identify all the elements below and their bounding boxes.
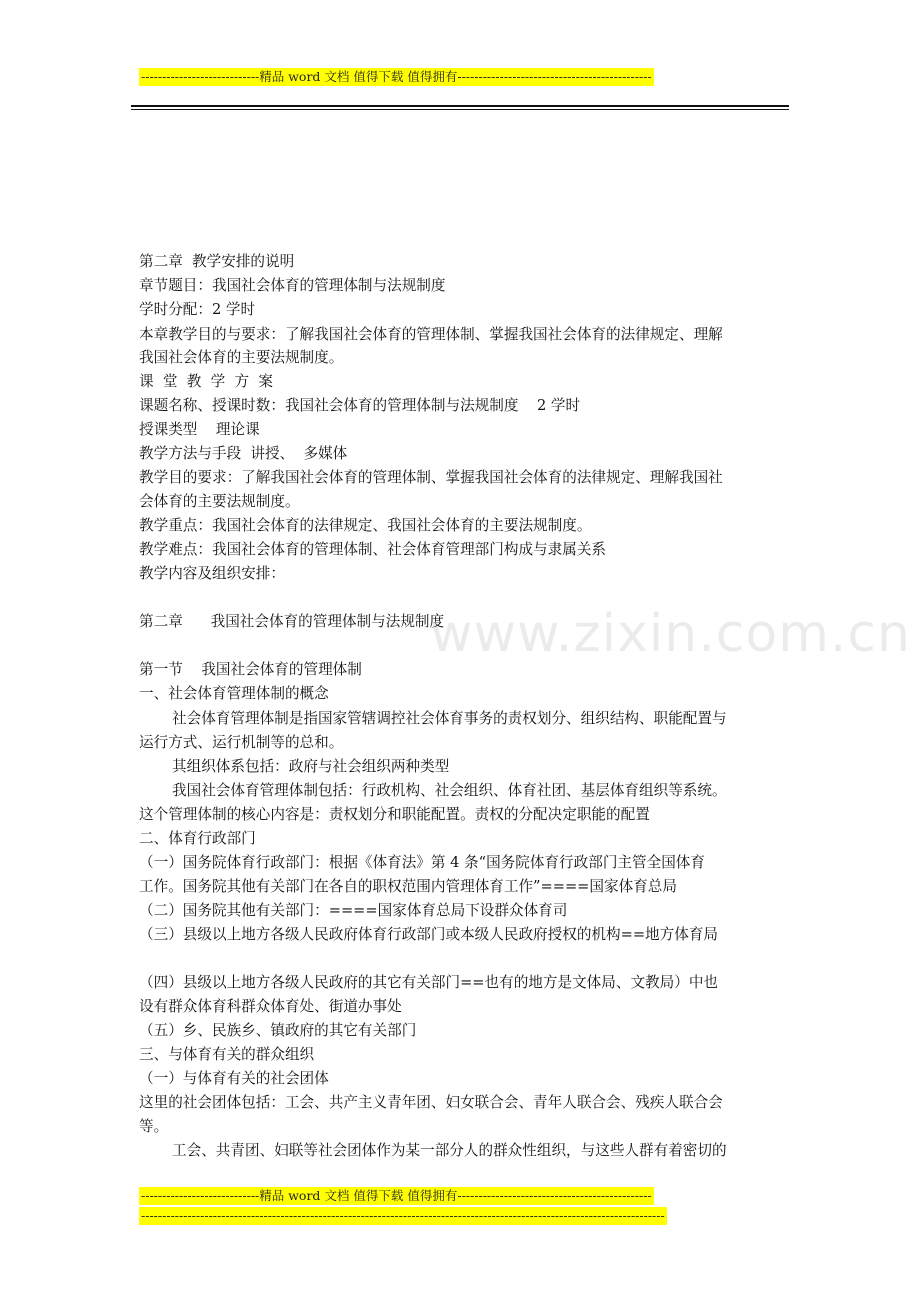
header-banner: ----------------------------精品 word 文档 值得下载 值得拥有---------------------------------------------- (141, 69, 652, 84)
difficult-points: 教学难点：我国社会体育的管理体制、社会体育管理部门构成与隶属关系 (139, 541, 607, 558)
section-1-title: 第一节 我国社会体育的管理体制 (139, 661, 362, 678)
lesson-type: 授课类型 理论课 (139, 421, 260, 438)
requirements-line-2: 会体育的主要法规制度。 (139, 493, 300, 510)
topic-line: 课题名称、授课时数：我国社会体育的管理体制与法规制度 2 学时 (139, 397, 581, 414)
paragraph-unions: 工会、共青团、妇联等社会团体作为某一部分人的群众性组织，与这些人群有着密切的 (172, 1142, 727, 1159)
item-1-line-2: 工作。国务院其他有关部门在各自的职权范围内管理体育工作”====国家体育总局 (139, 878, 677, 895)
goals-line-1: 本章教学目的与要求：了解我国社会体育的管理体制、掌握我国社会体育的法律规定、理解 (139, 326, 723, 343)
hours: 学时分配：2 学时 (139, 301, 256, 318)
chapter-heading: 第二章 教学安排的说明 (139, 253, 295, 270)
subheading-social-groups: （一）与体育有关的社会团体 (139, 1070, 329, 1087)
item-4-line-2: 设有群众体育科群众体育处、街道办事处 (139, 998, 402, 1015)
lesson-plan-heading: 课 堂 教 学 方 案 (139, 373, 273, 390)
paragraph-definition-2: 运行方式、运行机制等的总和。 (139, 734, 344, 751)
heading-1: 一、社会体育管理体制的概念 (139, 685, 329, 702)
paragraph-groups-2: 等。 (139, 1118, 169, 1135)
content-arrangement: 教学内容及组织安排： (139, 565, 285, 582)
heading-2: 二、体育行政部门 (139, 830, 256, 847)
item-5: （五）乡、民族乡、镇政府的其它有关部门 (139, 1022, 417, 1039)
item-4-line-1: （四）县级以上地方各级人民政府的其它有关部门==也有的地方是文体局、文教局）中也 (139, 974, 719, 991)
watermark: www.zixin.com.cn (430, 604, 911, 664)
footer-dash-line: ---------------------------------------------------------------------------------------------------------------------------- (141, 1208, 665, 1223)
requirements-line-1: 教学目的要求：了解我国社会体育的管理体制、掌握我国社会体育的法律规定、理解我国社 (139, 469, 723, 486)
item-1-line-1: （一）国务院体育行政部门：根据《体育法》第 4 条“国务院体育行政部门主管全国体育 (139, 854, 705, 871)
key-points: 教学重点：我国社会体育的法律规定、我国社会体育的主要法规制度。 (139, 517, 592, 534)
heading-3: 三、与体育有关的群众组织 (139, 1046, 315, 1063)
paragraph-core: 这个管理体制的核心内容是：责权划分和职能配置。责权的分配决定职能的配置 (139, 806, 650, 823)
goals-line-2: 我国社会体育的主要法规制度。 (139, 349, 344, 366)
item-3: （三）县级以上地方各级人民政府体育行政部门或本级人民政府授权的机构==地方体育局 (139, 926, 719, 943)
footer-banner: ----------------------------精品 word 文档 值得下载 值得拥有---------------------------------------------- (141, 1188, 652, 1203)
teaching-method: 教学方法与手段 讲授、 多媒体 (139, 445, 348, 462)
paragraph-includes: 我国社会体育管理体制包括：行政机构、社会组织、体育社团、基层体育组织等系统。 (172, 782, 727, 799)
header-rule-thick (131, 105, 789, 107)
header-rule-thin (131, 109, 789, 110)
chapter-title: 章节题目：我国社会体育的管理体制与法规制度 (139, 277, 446, 294)
paragraph-definition-1: 社会体育管理体制是指国家管辖调控社会体育事务的责权划分、组织结构、职能配置与 (172, 710, 727, 727)
paragraph-groups-1: 这里的社会团体包括：工会、共产主义青年团、妇女联合会、青年人联合会、残疾人联合会 (139, 1094, 723, 1111)
item-2: （二）国务院其他有关部门：====国家体育总局下设群众体育司 (139, 902, 568, 919)
paragraph-system: 其组织体系包括：政府与社会组织两种类型 (172, 758, 450, 775)
section-chapter-title: 第二章 我国社会体育的管理体制与法规制度 (139, 613, 445, 630)
